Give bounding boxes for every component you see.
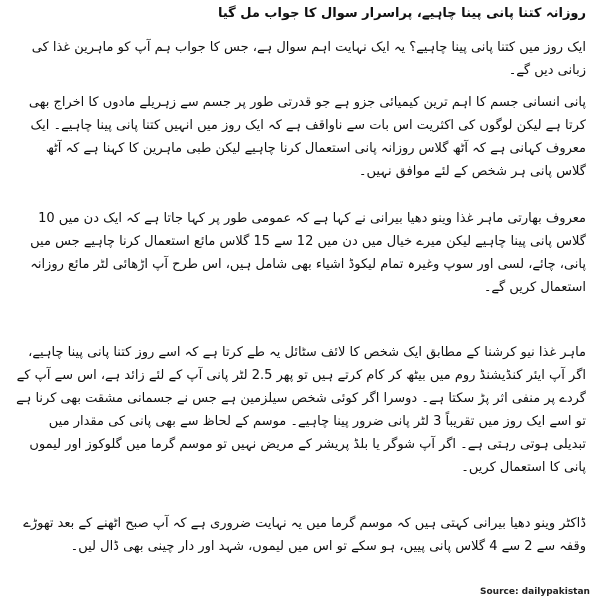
article-title: روزانہ کتنا پانی پینا چاہیے، پراسرار سوال کا جواب مل گیا bbox=[217, 6, 586, 21]
article-paragraph: معروف بھارتی ماہر غذا وینو دھیا بیرانی نے کہا ہے کہ عمومی طور پر کہا جاتا ہے کہ ایک دن میں 10 گلاس پانی پینا چاہیے لیکن میرے خیال میں دن میں 12 سے 15 گلاس مائع استعمال کرنا چاہیے جس میں پانی، چائے، لسی اور سوپ وغیرہ تمام لیکوڈ اشیاء بھی شامل ہیں، اس طرح آپ اڑھائی لٹر مائع روزانہ استعمال کریں گے۔ bbox=[30, 211, 586, 295]
article-paragraph: پانی انسانی جسم کا اہم ترین کیمیائی جزو ہے جو قدرتی طور پر جسم سے زہریلے مادوں کا اخراج بھی کرتا ہے لیکن لوگوں کی اکثریت اس بات سے ناواقف ہے کہ ایک روز میں انہیں کتنا پانی پینا چاہیے۔ ایک معروف کہانی ہے کہ آٹھ گلاس روزانہ پانی استعمال کرنا چاہیے لیکن طبی ماہرین کا کہنا ہے کہ آٹھ گلاس پانی ہر شخص کے لئے موافق نہیں۔ bbox=[28, 95, 586, 179]
article-paragraph: ڈاکٹر وینو دھیا بیرانی کہتی ہیں کہ موسم گرما میں یہ نہایت ضروری ہے کہ آپ صبح اٹھنے کے بعد تھوڑے وقفہ سے 2 سے 4 گلاس پانی پییں، ہو سکے تو اس میں لیموں، شہد اور دار چینی بھی ڈال لیں۔ bbox=[23, 516, 586, 554]
article-paragraph: ماہر غذا نیو کرشنا کے مطابق ایک شخص کا لائف سٹائل یہ طے کرتا ہے کہ اسے روز کتنا پانی پینا چاہیے، اگر آپ ایئر کنڈیشنڈ روم میں بیٹھ کر کام کرتے ہیں تو پھر 2.5 لٹر پانی آپ کے لئے زائد ہے، اس سے آپ کے گردے پر منفی اثر پڑ سکتا ہے۔ دوسرا اگر کوئی شخص سیلزمین ہے جس نے جسمانی مشقت بھی کرنا ہے تو اسے ایک روز میں تقریباً 3 لٹر پانی ضرور پینا چاہیے۔ موسم کے لحاظ سے بھی پانی کی مقدار میں تبدیلی ہوتی رہتی ہے۔ اگر آپ شوگر یا بلڈ پریشر کے مریض نہیں تو موسم گرما میں گلوکوز اور لیموں پانی کا استعمال کریں۔ bbox=[16, 345, 586, 475]
article-paragraph: ایک روز میں کتنا پانی پینا چاہیے؟ یہ ایک نہایت اہم سوال ہے، جس کا جواب ہم آپ کو ماہرین غذا کی زبانی دیں گے۔ bbox=[31, 40, 586, 78]
source-credit: Source: dailypakistan bbox=[480, 587, 590, 597]
